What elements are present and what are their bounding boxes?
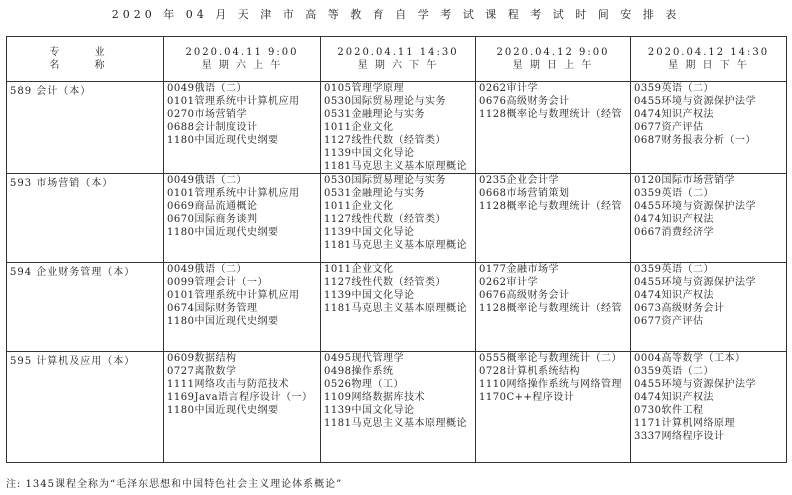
session-date: 2020.04.11 14:30 bbox=[337, 47, 459, 58]
course-item: 1181马克思主义基本原理概论 bbox=[324, 418, 467, 429]
header-session-4 bbox=[631, 37, 787, 82]
course-item: 0688会计制度设计 bbox=[167, 122, 258, 133]
course-item: 0530国际贸易理论与实务 bbox=[324, 96, 446, 107]
session-date: 2020.04.12 14:30 bbox=[647, 47, 770, 58]
course-item: 1180中国近现代史纲要 bbox=[167, 316, 279, 327]
session-cell bbox=[321, 82, 476, 174]
course-item: 1128概率论与数理统计（经管 bbox=[479, 201, 622, 212]
course-item: 0531金融理论与实务 bbox=[324, 188, 425, 199]
course-item: 0049俄语（二） bbox=[167, 83, 247, 94]
course-item: 0730软件工程 bbox=[634, 405, 704, 416]
session-cell bbox=[164, 82, 321, 174]
course-item: 0262审计学 bbox=[479, 277, 538, 288]
course-item: 0235企业会计学 bbox=[479, 175, 559, 186]
exam-schedule-table bbox=[6, 36, 787, 463]
course-item: 1127线性代数（经管类） bbox=[324, 214, 446, 225]
course-item: 1139中国文化导论 bbox=[324, 227, 415, 238]
course-item: 0455环境与资源保护法学 bbox=[634, 201, 756, 212]
course-item: 1180中国近现代史纲要 bbox=[167, 135, 279, 146]
course-item: 1011企业文化 bbox=[324, 201, 394, 212]
session-day: 星 期 六 上 午 bbox=[201, 60, 283, 71]
course-item: 0677资产评估 bbox=[634, 316, 704, 327]
session-date: 2020.04.12 9:00 bbox=[496, 47, 610, 58]
session-cell bbox=[164, 174, 321, 263]
session-cell bbox=[476, 82, 631, 174]
session-cell bbox=[321, 174, 476, 263]
course-item: 0727离散数学 bbox=[167, 366, 237, 377]
course-item: 1170C++程序设计 bbox=[479, 392, 575, 403]
course-item: 1181马克思主义基本原理概论 bbox=[324, 240, 467, 251]
course-item: 1109网络数据库技术 bbox=[324, 392, 425, 403]
course-item: 0455环境与资源保护法学 bbox=[634, 96, 756, 107]
course-item: 0495现代管理学 bbox=[324, 353, 404, 364]
course-item: 0609数据结构 bbox=[167, 353, 237, 364]
major-name: 594 企业财务管理（本） bbox=[7, 263, 164, 352]
header-session-1 bbox=[164, 37, 321, 82]
session-cell bbox=[631, 174, 787, 263]
course-item: 0101管理系统中计算机应用 bbox=[167, 96, 300, 107]
course-item: 0270市场营销学 bbox=[167, 109, 247, 120]
session-cell bbox=[631, 352, 787, 463]
page-title: 2020 年 04 月 天 津 市 高 等 教 育 自 学 考 试 课 程 考 试 时 间 安 排 表 bbox=[111, 8, 681, 21]
course-item: 1171计算机网络原理 bbox=[634, 418, 735, 429]
course-item: 0531金融理论与实务 bbox=[324, 109, 425, 120]
session-day: 星 期 日 上 午 bbox=[512, 60, 594, 71]
table-row bbox=[7, 174, 787, 263]
course-item: 0669商品流通概论 bbox=[167, 201, 258, 212]
course-item: 0530国际贸易理论与实务 bbox=[324, 175, 446, 186]
course-item: 1169Java语言程序设计（一） bbox=[167, 392, 313, 403]
course-item: 0728计算机系统结构 bbox=[479, 366, 580, 377]
course-item: 0120国际市场营销学 bbox=[634, 175, 735, 186]
session-cell bbox=[164, 352, 321, 463]
session-day: 星 期 日 下 午 bbox=[668, 60, 749, 71]
session-cell bbox=[321, 352, 476, 463]
course-item: 0498操作系统 bbox=[324, 366, 394, 377]
header-major-line1: 专 业 bbox=[49, 47, 121, 58]
course-item: 0262审计学 bbox=[479, 83, 538, 94]
header-session-2 bbox=[321, 37, 476, 82]
course-item: 0526物理（工） bbox=[324, 379, 404, 390]
course-item: 0101管理系统中计算机应用 bbox=[167, 290, 300, 301]
table-row bbox=[7, 352, 787, 463]
header-major-line2: 名 称 bbox=[49, 60, 121, 71]
session-cell bbox=[476, 352, 631, 463]
course-item: 1139中国文化导论 bbox=[324, 405, 415, 416]
course-item: 0474知识产权法 bbox=[634, 214, 714, 225]
schedule-body bbox=[7, 82, 787, 463]
course-item: 3337网络程序设计 bbox=[634, 431, 725, 442]
course-item: 0455环境与资源保护法学 bbox=[634, 277, 756, 288]
course-item: 0359英语（二） bbox=[634, 264, 714, 275]
course-item: 0668市场营销策划 bbox=[479, 188, 570, 199]
course-item: 1011企业文化 bbox=[324, 122, 394, 133]
session-cell bbox=[631, 263, 787, 352]
session-date: 2020.04.11 9:00 bbox=[185, 47, 299, 58]
course-item: 0687财务报表分析（一） bbox=[634, 135, 756, 146]
course-item: 1139中国文化导论 bbox=[324, 148, 415, 159]
course-item: 1128概率论与数理统计（经管 bbox=[479, 303, 622, 314]
course-item: 1180中国近现代史纲要 bbox=[167, 227, 279, 238]
course-item: 1110网络操作系统与网络管理 bbox=[479, 379, 622, 390]
course-item: 1011企业文化 bbox=[324, 264, 394, 275]
major-name: 593 市场营销（本） bbox=[7, 174, 164, 263]
table-row bbox=[7, 82, 787, 174]
session-cell bbox=[476, 174, 631, 263]
course-item: 0049俄语（二） bbox=[167, 264, 247, 275]
course-item: 0474知识产权法 bbox=[634, 109, 714, 120]
course-item: 0667消费经济学 bbox=[634, 227, 714, 238]
course-item: 1128概率论与数理统计（经管 bbox=[479, 109, 622, 120]
course-item: 1139中国文化导论 bbox=[324, 290, 415, 301]
course-item: 0455环境与资源保护法学 bbox=[634, 379, 756, 390]
course-item: 0359英语（二） bbox=[634, 188, 714, 199]
session-cell bbox=[321, 263, 476, 352]
table-row bbox=[7, 263, 787, 352]
header-session-3 bbox=[476, 37, 631, 82]
course-item: 0676高级财务会计 bbox=[479, 290, 570, 301]
course-item: 0101管理系统中计算机应用 bbox=[167, 188, 300, 199]
course-item: 0474知识产权法 bbox=[634, 290, 714, 301]
footnote: 注: 1345课程全称为“毛泽东思想和中国特色社会主义理论体系概论” bbox=[6, 479, 343, 490]
course-item: 1127线性代数（经管类） bbox=[324, 135, 446, 146]
course-item: 0105管理学原理 bbox=[324, 83, 404, 94]
session-cell bbox=[164, 263, 321, 352]
course-item: 1181马克思主义基本原理概论 bbox=[324, 303, 467, 314]
course-item: 0049俄语（二） bbox=[167, 175, 247, 186]
course-item: 0674国际财务管理 bbox=[167, 303, 258, 314]
course-item: 0359英语（二） bbox=[634, 83, 714, 94]
session-cell bbox=[631, 82, 787, 174]
major-name: 595 计算机及应用（本） bbox=[7, 352, 164, 463]
course-item: 0670国际商务谈判 bbox=[167, 214, 258, 225]
course-item: 0555概率论与数理统计（二） bbox=[479, 353, 622, 364]
course-item: 0177金融市场学 bbox=[479, 264, 559, 275]
course-item: 1127线性代数（经管类） bbox=[324, 277, 446, 288]
course-item: 0673高级财务会计 bbox=[634, 303, 725, 314]
course-item: 0004高等数学（工本） bbox=[634, 353, 746, 364]
course-item: 0474知识产权法 bbox=[634, 392, 714, 403]
session-cell bbox=[476, 263, 631, 352]
major-name: 589 会计（本） bbox=[7, 82, 164, 174]
course-item: 1180中国近现代史纲要 bbox=[167, 405, 279, 416]
session-day: 星 期 六 下 午 bbox=[357, 60, 439, 71]
course-item: 1111网络攻击与防范技术 bbox=[167, 379, 289, 390]
course-item: 1181马克思主义基本原理概论 bbox=[324, 161, 467, 172]
course-item: 0677资产评估 bbox=[634, 122, 704, 133]
course-item: 0676高级财务会计 bbox=[479, 96, 570, 107]
course-item: 0359英语（二） bbox=[634, 366, 714, 377]
course-item: 0099管理会计（一） bbox=[167, 277, 268, 288]
header-row bbox=[7, 37, 787, 82]
header-major bbox=[7, 37, 164, 82]
